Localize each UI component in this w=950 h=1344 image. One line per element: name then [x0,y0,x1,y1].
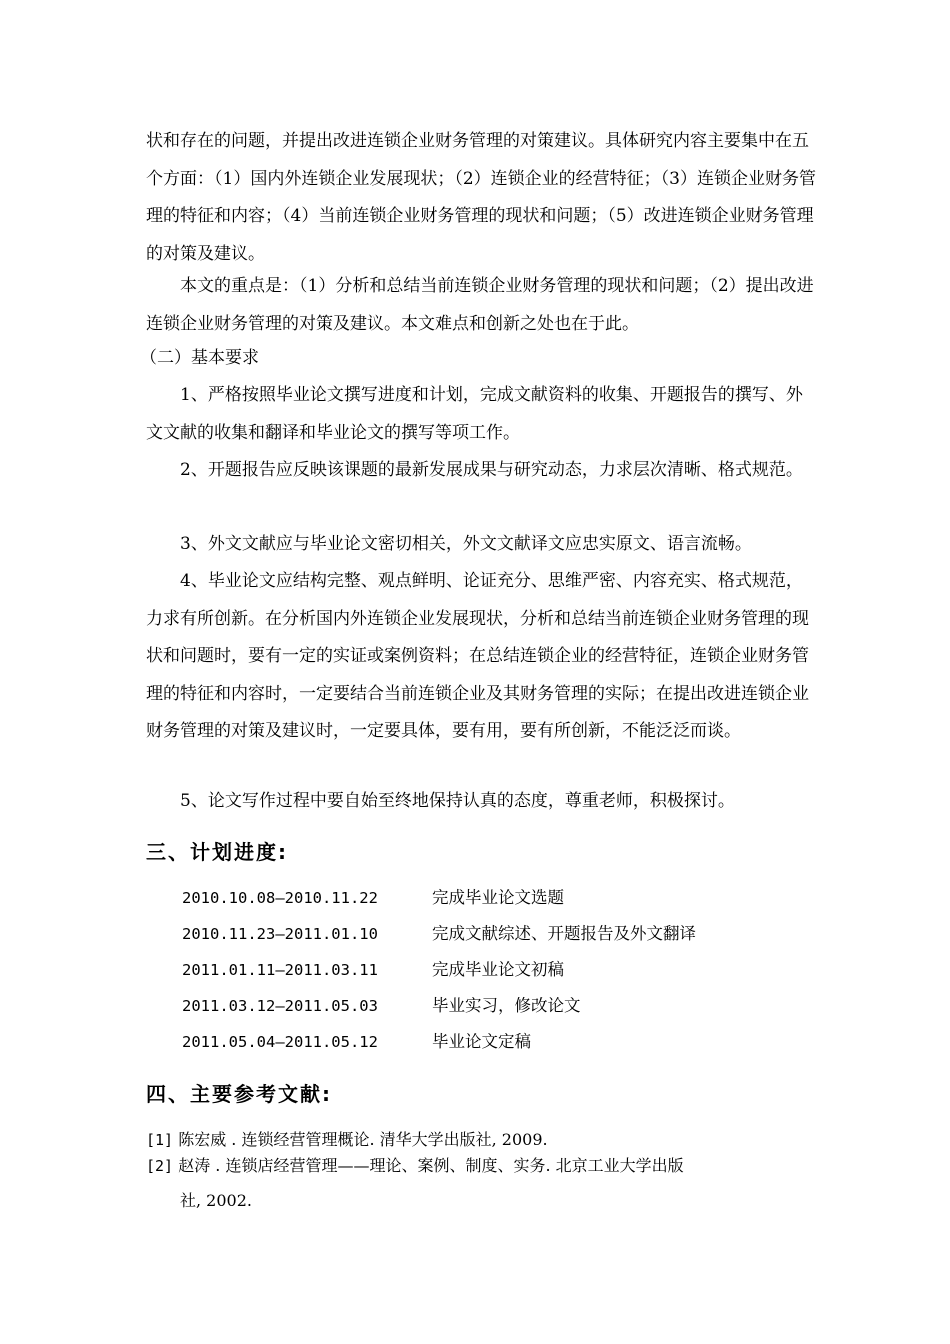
reference-item [146,1126,826,1154]
plan-row [182,880,802,916]
requirement-3: 3、外文文献应与毕业论文密切相关，外文文献译文应忠实原文、语言流畅。 [180,534,752,554]
reference-item [146,1152,826,1180]
reference-number: [1] [146,1131,174,1149]
plan-date: 2010.11.23—2011.01.10 [182,925,378,943]
plan-task: 毕业论文定稿 [432,1032,531,1051]
plan-heading: 三、计划进度: [146,840,288,864]
intro-paragraph: 状和存在的问题，并提出改进连锁企业财务管理的对策建议。具体研究内容主要集中在五个方面：（1）国内外连锁企业发展现状；（2）连锁企业的经营特征；（3）连锁企业财务管理的特征和内容；（4）当前连锁企业财务管理的现状和问题；（5）改进连锁企业财务管理的对策及建议。 [146,131,816,264]
plan-date: 2011.05.04—2011.05.12 [182,1033,378,1051]
requirement-4: 4、毕业论文应结构完整、观点鲜明、论证充分、思维严密、内容充实、格式规范，力求有所创新。在分析国内外连锁企业发展现状，分析和总结当前连锁企业财务管理的现状和问题时，要有一定的实证或案例资料；在总结连锁企业的经营特征，连锁企业财务管理的特征和内容时，一定要结合当前连锁企业及其财务管理的实际；在提出改进连锁企业财务管理的对策及建议时，一定要具体，要有用，要有所创新，不能泛泛而谈。 [146,571,809,741]
plan-date: 2011.03.12—2011.05.03 [182,997,378,1015]
focus-paragraph: 本文的重点是：（1）分析和总结当前连锁企业财务管理的现状和问题；（2）提出改进连锁企业财务管理的对策及建议。本文难点和创新之处也在于此。 [146,276,814,334]
requirement-2: 2、开题报告应反映该课题的最新发展成果与研究动态，力求层次清晰、格式规范。 [180,460,803,480]
plan-task: 完成文献综述、开题报告及外文翻译 [432,924,696,943]
reference-number: [2] [146,1157,174,1175]
plan-task: 完成毕业论文初稿 [432,960,564,979]
plan-date: 2010.10.08—2010.11.22 [182,889,378,907]
plan-date: 2011.01.11—2011.03.11 [182,961,378,979]
reference-text: 陈宏威 . 连锁经营管理概论. 清华大学出版社, 2009. [178,1130,548,1149]
requirement-1: 1、严格按照毕业论文撰写进度和计划，完成文献资料的收集、开题报告的撰写、外文文献的收集和翻译和毕业论文的撰写等项工作。 [146,385,803,443]
plan-row [182,988,802,1024]
reference-continuation: 社, 2002. [180,1191,252,1210]
section-subheading: （二）基本要求 [140,348,259,368]
plan-row [182,916,802,952]
plan-schedule [182,880,802,1060]
requirement-5: 5、论文写作过程中要自始至终地保持认真的态度，尊重老师，积极探讨。 [180,791,735,811]
plan-row [182,1024,802,1060]
plan-task: 毕业实习，修改论文 [432,996,581,1015]
reference-text: 赵涛 . 连锁店经营管理——理论、案例、制度、实务. 北京工业大学出版 [178,1156,684,1175]
references-heading: 四、主要参考文献: [146,1082,332,1106]
plan-row [182,952,802,988]
plan-task: 完成毕业论文选题 [432,888,564,907]
